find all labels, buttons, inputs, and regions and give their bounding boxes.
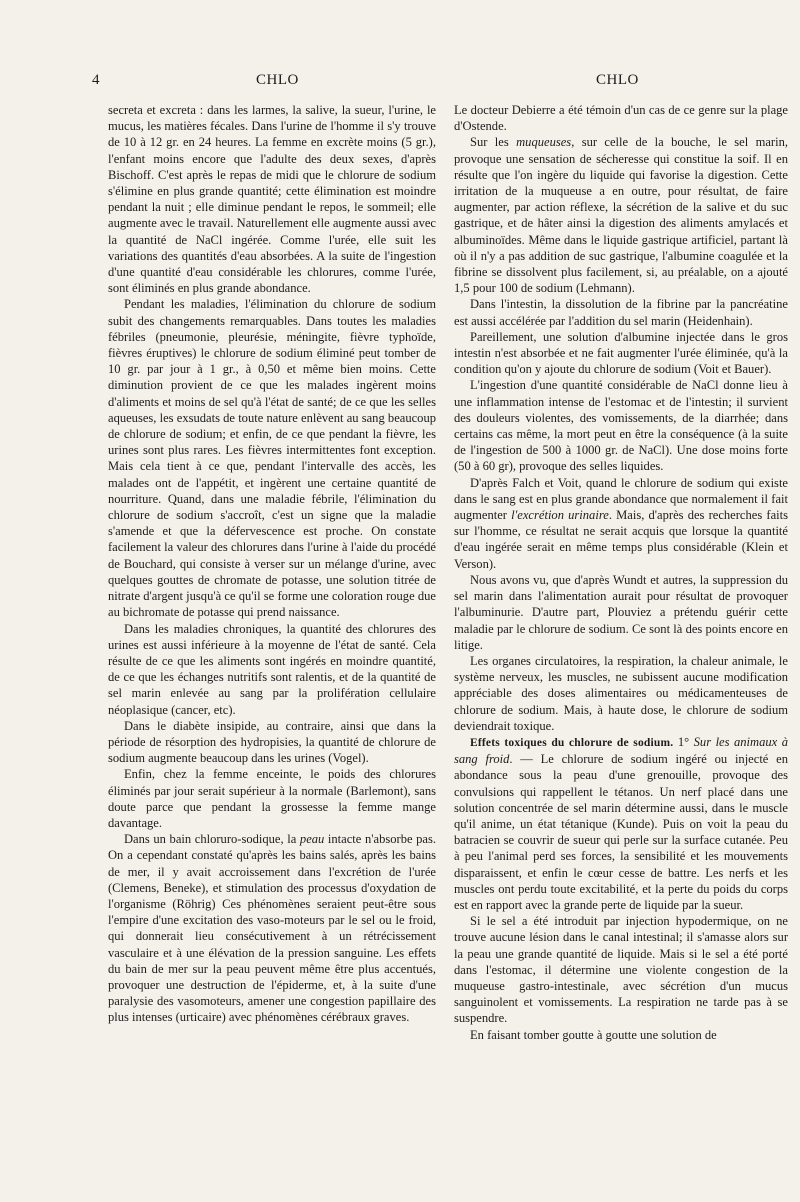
- paragraph: Pendant les maladies, l'élimination du chlorure de sodium subit des changements remarquables. Dans toutes les maladies fébriles (pneumonie, pleurésie, méningite, fièvre typhoïde, fièvres éruptives) le chlorure de sodium éliminé peut tomber de 10 gr. par jour à 1 gr., à 0,50 et même bien moins. Cette diminution provient de ce que les malades ingèrent moins d'aliments et moins de sel qu'à l'état de santé; de ce que les selles aqueuses, les exsudats de toute nature enlèvent au sang beaucoup de chlorure de sodium; et enfin, de ce que pendant la fièvre, les urines sont plus rares. Les fièvres intermittentes font exception. Mais cela tient à ce que, pendant l'intervalle des accès, les malades ont de l'appétit, et ingèrent une certaine quantité de nourriture. Quand, dans une maladie fébrile, l'élimination du chlorure de sodium s'accroît, c'est un signe que la maladie s'amende et que la défervescence est proche. On constate facilement la valeur des chlorures dans l'urine à l'aide du procédé de Bouchard, qui consiste à verser sur un mélange d'urine, avec quelques gouttes de chromate de potasse, une solution titrée de nitrate d'argent jusqu'à ce qu'il se forme une coloration rouge due au bichromate de potasse qui prend naissance.: [108, 297, 436, 620]
- text-run: . Mais, d'après des recherches faits sur l'homme, ce résultat ne serait acquis que lorsque la quantité d'eau ingérée serait en même temps plus considérable (Klein et Verson).: [454, 508, 788, 571]
- text-run: Dans un bain chloruro-sodique, la: [124, 832, 300, 847]
- emphasis-text: muqueuses: [516, 135, 572, 150]
- paragraph: [454, 734, 788, 913]
- paragraph: Dans l'intestin, la dissolution de la fibrine par la pancréatine est aussi accélérée par l'addition du sel marin (Heidenhain).: [454, 297, 788, 328]
- paragraph: Dans les maladies chroniques, la quantité des chlorures des urines est aussi inférieure à la moyenne de l'état de santé. Cela résulte de ce que les aliments sont ingérés en moindre quantité, de ce que les échanges nutritifs sont ralentis, et de la quantité de sel marin enlevée au sang par la prolifération cellulaire néoplasique (cancer, etc).: [108, 621, 436, 717]
- emphasis-text: Sur les animaux à sang froid: [454, 734, 788, 767]
- paragraph: Dans le diabète insipide, au contraire, ainsi que dans la période de résorption des hydropisies, la quantité de chlorure de sodium augmente beaucoup dans les urines (Vogel).: [108, 718, 436, 766]
- paragraph: Enfin, chez la femme enceinte, le poids des chlorures éliminés par jour serait supérieur à la normale (Barlemont), sans doute parce que pendant la grossesse la femme mange davantage.: [108, 767, 436, 830]
- right-column: [454, 102, 788, 1043]
- paragraph: Nous avons vu, que d'après Wundt et autres, la suppression du sel marin dans l'alimentation aurait pour résultat de provoquer l'albuminurie. D'autre part, Plouviez a prétendu guérir cette maladie par le chlorure de sodium. Ce sont là des points encore en litige.: [454, 572, 788, 652]
- paragraph: secreta et excreta : dans les larmes, la salive, la sueur, l'urine, le mucus, les matières fécales. Dans l'urine de l'homme il s'y trouve de 10 à 12 gr. en 24 heures. La femme en excrète moins (5 gr.), l'enfant moins encore que l'adulte des deux sexes, d'après Bischoff. C'est après le repas de midi que le chlorure de sodium s'élimine en plus grande quantité; cette élimination est moindre pendant la nuit ; elle diminue pendant le repos, le sommeil; elle augmente avec le travail. Naturellement elle augmente aussi avec la quantité de NaCl ingérée. Comme l'urée, elle suit les variations des quantités d'eau absorbées. A la suite de l'ingestion d'une quantité d'eau considérable les chlorures, comme l'urée, sont éliminés en plus grande abondance.: [108, 103, 436, 296]
- text-run: D'après Falch et Voit, quand le chlorure de sodium qui existe dans le sang est en plus grande abondance que normalement il fait augmenter: [454, 475, 788, 523]
- text-run: Sur les: [470, 135, 517, 150]
- emphasis-text: peau: [299, 832, 325, 847]
- section-heading: Effets toxiques du chlorure de sodium.: [470, 736, 674, 749]
- paragraph: Les organes circulatoires, la respiration, la chaleur animale, le système nerveux, les muscles, ne subissent aucune modification appréciable des doses alimentaires ou médicamenteuses de chlorure de sodium. Mais, à haute dose, le chlorure de sodium deviendrait toxique.: [454, 653, 788, 733]
- paragraph: [108, 831, 436, 1025]
- header-title-right: CHLO: [596, 72, 639, 88]
- text-run: , sur celle de la bouche, le sel marin, provoque une sensation de sécheresse qui constitue la soif. Il en résulte que l'on ingère du liquide qui favorise la digestion. Cette irritation de la muqueuse a en outre, pour résultat, de faire augmenter, par action réflexe, la sécrétion de la salive et du suc gastrique, et de hâter ainsi la digestion des aliments amylacés et albuminoïdes. Même dans le liquide gastrique artificiel, partant là où il n'y a pas addition de suc gastrique, l'albumine coagulée et la fibrine se dissolvent plus facilement, si, au préalable, on a ajouté 1,5 pour 100 de sodium (Lehmann).: [454, 135, 788, 296]
- left-column: [108, 102, 436, 1026]
- emphasis-text: l'excrétion urinaire: [511, 508, 609, 523]
- paragraph: Pareillement, une solution d'albumine injectée dans le gros intestin n'est absorbée et ne fait augmenter l'urée éliminée, qu'à la condition qu'on y ajoute du chlorure de sodium (Voit et Bauer).: [454, 329, 788, 377]
- paragraph: [454, 475, 788, 572]
- page-number: 4: [92, 72, 100, 88]
- running-header: [0, 72, 800, 96]
- paragraph: En faisant tomber goutte à goutte une solution de: [470, 1027, 717, 1042]
- paragraph: Si le sel a été introduit par injection hypodermique, on ne trouve aucune lésion dans le canal intestinal; il s'amasse alors sur la peau une grande quantité de liquide. Mais si le sel a été porté dans l'estomac, il détermine une violente congestion de la muqueuse gastro-intestinale, avec sécrétion d'un mucus sanguinolent et vomissements. La respiration ne tarde pas à se suspendre.: [454, 914, 788, 1026]
- paragraph: L'ingestion d'une quantité considérable de NaCl donne lieu à une inflammation intense de l'estomac et de l'intestin; il survient des douleurs violentes, des vomissements, de la diarrhée; dans certains cas même, la mort peut en être la conséquence (à la suite de l'ingestion de 500 à 1000 gr. de NaCl). Une dose moins forte (50 à 60 gr), provoque des selles liquides.: [454, 378, 788, 474]
- text-run: . — Le chlorure de sodium ingéré ou injecté en abondance sous la peau d'une grenouille, provoque des convulsions qui rappellent le tétanos. Un nerf placé dans une solution concentrée de sel marin détermine aussi, dans le muscle qu'il anime, un état tétanique (Kunde). Puis on voit la peau du batracien se couvrir de sueur qui perle sur la surface cutanée. Peu à peu l'animal perd ses forces, la sensibilité et les mouvements disparaissent, et enfin le cœur cesse de battre. Les nerfs et les muscles ont perdu toute excitabilité, et la perte du poids du corps est en rapport avec la grande perte de liquide par la sueur.: [454, 752, 788, 912]
- paragraph: [454, 134, 788, 296]
- text-run: intacte n'absorbe pas. On a cependant constaté qu'après les bains salés, après les bains de mer, il y avait accroissement dans l'excrétion de l'urée (Clemens, Beneke), et stimulation des processus d'oxydation de l'organisme (Röhrig) Ces phénomènes seraient peut-être sous l'empire d'une excitation des vaso-moteurs par le sel ou le froid, qui donnerait lieu consécutivement à un rétrécissement vasculaire et à une élévation de la pression sanguine. Les effets du bain de mer sur la peau peuvent même être plus accentués, provoquer une destruction de l'épiderme, et, à la suite d'une paralysie des vasomoteurs, amener une congestion papillaire des plus intenses (urticaire) avec phénomènes cérébraux graves.: [108, 832, 437, 1025]
- text-run: 1°: [673, 734, 694, 749]
- header-title-left: CHLO: [256, 72, 299, 88]
- paragraph: Le docteur Debierre a été témoin d'un cas de ce genre sur la plage d'Ostende.: [454, 103, 788, 134]
